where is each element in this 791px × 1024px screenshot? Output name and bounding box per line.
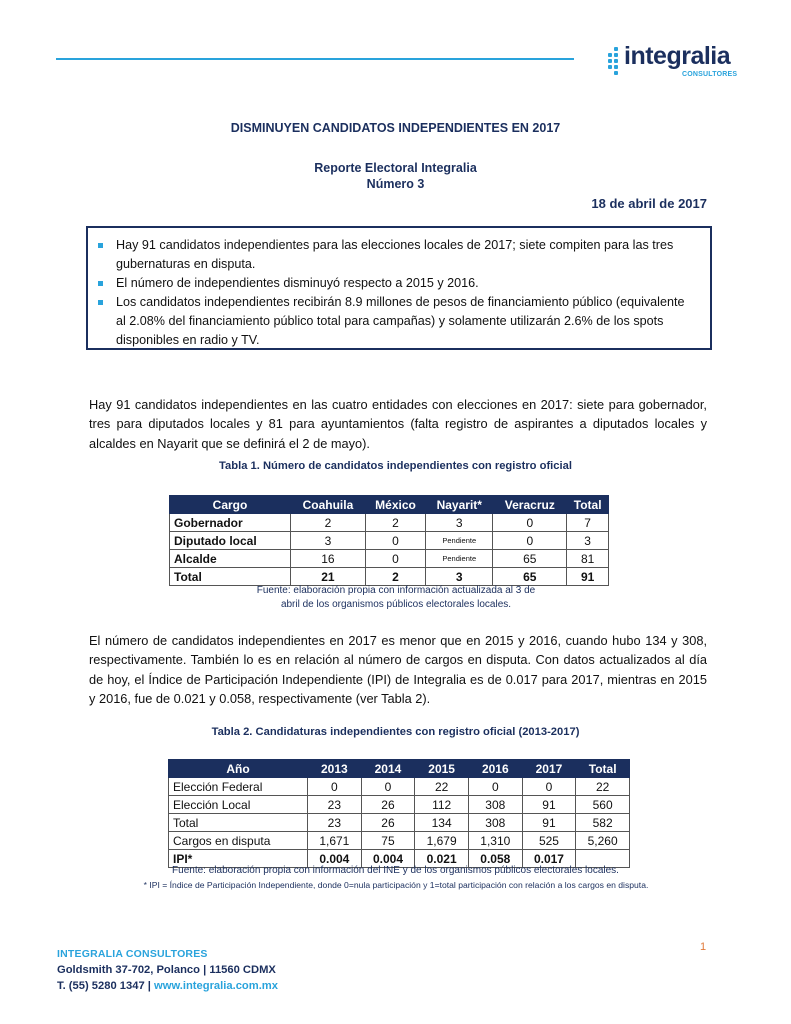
- table-cell: 0.004: [308, 850, 362, 868]
- table-cell: 0.004: [361, 850, 415, 868]
- table-cell: 5,260: [576, 832, 630, 850]
- column-header: Nayarit*: [426, 496, 493, 514]
- integralia-logo: [606, 44, 746, 84]
- column-header: Veracruz: [493, 496, 567, 514]
- table-cell: 112: [415, 796, 469, 814]
- table-cell: 3: [426, 514, 493, 532]
- table-cell: 582: [576, 814, 630, 832]
- report-title: Reporte Electoral Integralia: [314, 161, 477, 175]
- column-header: Coahuila: [291, 496, 366, 514]
- report-date: 18 de abril de 2017: [591, 196, 707, 211]
- column-header: 2017: [522, 760, 576, 778]
- table-cell: 0.021: [415, 850, 469, 868]
- table-header-row: [170, 496, 609, 514]
- table-cell: 525: [522, 832, 576, 850]
- footer-phone: T. (55) 5280 1347 |: [57, 980, 155, 992]
- table-cell: IPI*: [169, 850, 308, 868]
- table-header-row: [169, 760, 630, 778]
- table-cell: 22: [576, 778, 630, 796]
- table-cell: 308: [468, 796, 522, 814]
- table-cell: 3: [567, 532, 609, 550]
- table-row: [169, 814, 630, 832]
- table-cell: 75: [361, 832, 415, 850]
- table-cell: 65: [493, 550, 567, 568]
- table-cell: 2: [291, 514, 366, 532]
- table-cell: 22: [415, 778, 469, 796]
- column-header: 2014: [361, 760, 415, 778]
- column-header: 2016: [468, 760, 522, 778]
- table-cell: 65: [493, 568, 567, 586]
- table2-note: * IPI = Índice de Participación Independiente, donde 0=nula participación y 1=total participación con relación a los cargos en disputa.: [143, 880, 649, 890]
- table-row: [169, 778, 630, 796]
- table-cell: 0.017: [522, 850, 576, 868]
- table-cell: 16: [291, 550, 366, 568]
- footer-contact: [57, 978, 278, 994]
- table2-caption: Tabla 2. Candidaturas independientes con registro oficial (2013-2017): [211, 726, 580, 738]
- table-cell: 91: [567, 568, 609, 586]
- table-cell: Diputado local: [170, 532, 291, 550]
- table-cell: 560: [576, 796, 630, 814]
- table-row: [170, 550, 609, 568]
- page-number: 1: [700, 941, 707, 953]
- table-cell: 23: [308, 796, 362, 814]
- column-header: México: [365, 496, 425, 514]
- footer-address: Goldsmith 37-702, Polanco | 11560 CDMX: [57, 964, 276, 976]
- column-header: Cargo: [170, 496, 291, 514]
- footer-website-link[interactable]: www.integralia.com.mx: [154, 980, 278, 992]
- column-header: Total: [567, 496, 609, 514]
- table1-caption: Tabla 1. Número de candidatos independientes con registro oficial: [219, 460, 572, 472]
- footer-brand: INTEGRALIA CONSULTORES: [57, 948, 208, 960]
- table-row: [170, 532, 609, 550]
- table-cell: Alcalde: [170, 550, 291, 568]
- table-cell: 0: [522, 778, 576, 796]
- column-header: Total: [576, 760, 630, 778]
- table-cell: 26: [361, 796, 415, 814]
- table-cell: 0: [468, 778, 522, 796]
- table-cell: 2: [365, 514, 425, 532]
- table-cell: 1,679: [415, 832, 469, 850]
- table-cell: 134: [415, 814, 469, 832]
- table-cell: Pendiente: [426, 550, 493, 568]
- table-cell: 91: [522, 814, 576, 832]
- table-cell: 0: [365, 532, 425, 550]
- highlights-box: [86, 226, 712, 350]
- table2-source: Fuente: elaboración propia con información del INE y de los organismos públicos electorales locales.: [172, 865, 619, 876]
- paragraph-intro: Hay 91 candidatos independientes en las cuatro entidades con elecciones en 2017: siete para gobernador, tres para diputados locales y 81 para ayuntamientos (falta registro de aspirantes a diputados locales y alcaldes en Nayarit que se definirá el 2 de mayo).: [89, 397, 707, 451]
- table-cell: 26: [361, 814, 415, 832]
- table-cell: 1,310: [468, 832, 522, 850]
- header-rule: [56, 58, 574, 60]
- table-cell: 0: [361, 778, 415, 796]
- logo-subtitle: CONSULTORES: [682, 71, 738, 78]
- table-row: [169, 796, 630, 814]
- column-header: Año: [169, 760, 308, 778]
- highlight-item: Los candidatos independientes recibirán 8.9 millones de pesos de financiamiento público (equivalente al 2.08% del financiamiento público total para campañas) y solamente utilizarán 2.6% de los spots disponibles en radio y TV.: [96, 293, 696, 350]
- table-row: [170, 514, 609, 532]
- document-title: DISMINUYEN CANDIDATOS INDEPENDIENTES EN 2017: [230, 121, 561, 135]
- table-cell: 0: [493, 514, 567, 532]
- table-cell: 0.058: [468, 850, 522, 868]
- paragraph-comparison: El número de candidatos independientes en 2017 es menor que en 2015 y 2016, cuando hubo 134 y 308, respectivamente. También lo es en relación al número de cargos en disputa. Con datos actualizados al día de hoy, el Índice de Participación Independiente (IPI) de Integralia es de 0.017 para 2017, mientras en 2015 y 2016, fue de 0.021 y 0.058, respectivamente (ver Tabla 2).: [89, 633, 707, 707]
- table-cell: 3: [291, 532, 366, 550]
- footer: [57, 946, 278, 994]
- table-cell: 308: [468, 814, 522, 832]
- table-cell: Pendiente: [426, 532, 493, 550]
- table-cell: 23: [308, 814, 362, 832]
- logo-wordmark: integralia: [624, 42, 731, 70]
- report-number: Número 3: [366, 177, 425, 191]
- table-cell: Total: [169, 814, 308, 832]
- table-row: [169, 832, 630, 850]
- table-cell: 81: [567, 550, 609, 568]
- table-cell: 2: [365, 568, 425, 586]
- table-cell: Gobernador: [170, 514, 291, 532]
- table-cell: Elección Local: [169, 796, 308, 814]
- table-cell: 0: [308, 778, 362, 796]
- table-cell: 0: [493, 532, 567, 550]
- table-cell: 21: [291, 568, 366, 586]
- table-cell: 3: [426, 568, 493, 586]
- table1: [169, 495, 609, 586]
- table-cell: 0: [365, 550, 425, 568]
- table-row-total: [170, 568, 609, 586]
- table-cell: Elección Federal: [169, 778, 308, 796]
- highlight-item: Hay 91 candidatos independientes para las elecciones locales de 2017; siete compiten para las tres gubernaturas en disputa.: [96, 236, 696, 274]
- logo-dots-icon: [606, 47, 626, 77]
- table-cell: 91: [522, 796, 576, 814]
- highlight-item: El número de independientes disminuyó respecto a 2015 y 2016.: [96, 274, 696, 293]
- table-cell: 7: [567, 514, 609, 532]
- column-header: 2015: [415, 760, 469, 778]
- table2: [168, 759, 630, 868]
- table1-source: Fuente: elaboración propia con información actualizada al 3 de abril de los organismos públicos electorales locales.: [256, 585, 536, 610]
- table-cell: Cargos en disputa: [169, 832, 308, 850]
- column-header: 2013: [308, 760, 362, 778]
- table-cell: 1,671: [308, 832, 362, 850]
- table-cell: Total: [170, 568, 291, 586]
